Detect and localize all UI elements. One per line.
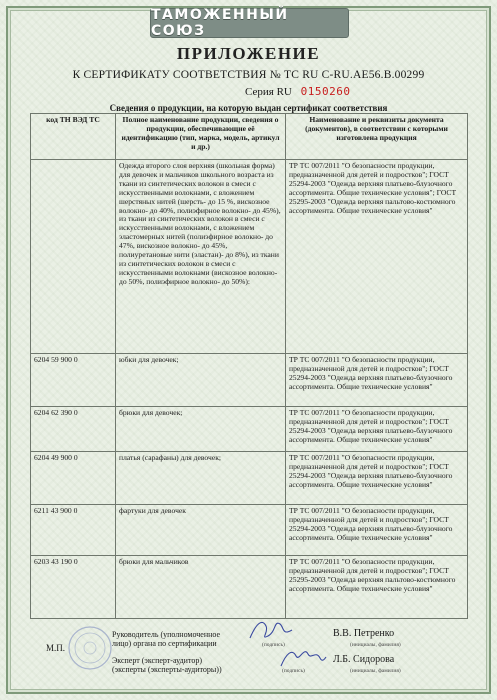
cell-product: юбки для девочек;	[116, 354, 286, 407]
expert-label-line-1: Эксперт (эксперт-аудитор)	[112, 656, 203, 665]
cell-product: платья (сарафаны) для девочек;	[116, 452, 286, 505]
cell-product: брюки для девочек;	[116, 407, 286, 452]
expert-name: Л.Б. Сидорова	[333, 654, 395, 665]
head-initials-hint: (инициалы, фамилия)	[350, 642, 401, 648]
product-table	[30, 113, 468, 619]
cert-no-label: № ТС	[269, 69, 300, 81]
cell-code	[31, 160, 116, 354]
cell-code: 6204 49 900 0	[31, 452, 116, 505]
header-product: Полное наименование продукции, сведения о продукции, обеспечивающие её идентификацию (тип, марка, модель, артикул и др.)	[116, 114, 286, 160]
table-header-row	[31, 114, 468, 160]
cell-docs: ТР ТС 007/2011 "О безопасности продукции, предназначенной для детей и подростков"; ГОСТ 25295-2003 "Одежда верхняя пальтово-костюмного ассортимента. Общие технические условия"	[286, 556, 468, 619]
table-row	[31, 160, 468, 354]
head-name: В.В. Петренко	[333, 628, 395, 639]
cell-docs: ТР ТС 007/2011 "О безопасности продукции, предназначенной для детей и подростков"; ГОСТ 25294-2003 "Одежда верхняя платьево-блузочного ассортимента. Общие технические условия"	[286, 505, 468, 556]
cert-number: RU С-RU.АЕ56.В.00299	[302, 69, 425, 81]
head-label-line-2: лицо) органа по сертификации	[112, 639, 217, 648]
section-title: Сведения о продукции, на которую выдан сертификат соответствия	[109, 103, 388, 113]
expert-label	[112, 656, 222, 674]
expert-signature-hint: (подпись)	[282, 668, 305, 674]
cell-docs: ТР ТС 007/2011 "О безопасности продукции, предназначенной для детей и подростков"; ГОСТ 25294-2003 "Одежда верхняя платьево-блузочного ассортимента. Общие технические условия"; ГОСТ 25295-2003 "Одежда верхняя пальтово-костюмного ассортимента. Общие технические условия"	[286, 160, 468, 354]
table-row	[31, 354, 468, 407]
page-title: ПРИЛОЖЕНИЕ	[176, 44, 321, 63]
expert-label-line-2: (эксперты (эксперты-аудиторы))	[112, 665, 222, 674]
series-label: Серия	[245, 86, 274, 98]
cell-docs: ТР ТС 007/2011 "О безопасности продукции, предназначенной для детей и подростков"; ГОСТ 25294-2003 "Одежда верхняя платьево-блузочного ассортимента. Общие технические условия"	[286, 407, 468, 452]
cell-product: фартуки для девочек	[116, 505, 286, 556]
series-code: RU	[276, 86, 292, 98]
banner-text: ТАМОЖЕННЫЙ СОЮЗ	[151, 7, 289, 39]
head-signature-hint: (подпись)	[262, 642, 285, 648]
certification-seal-icon	[67, 625, 113, 671]
seal-label: М.П.	[46, 643, 66, 653]
table-row	[31, 407, 468, 452]
cell-docs: ТР ТС 007/2011 "О безопасности продукции, предназначенной для детей и подростков"; ГОСТ 25294-2003 "Одежда верхняя платьево-блузочного ассортимента. Общие технические условия"	[286, 452, 468, 505]
header-code: код ТН ВЭД ТС	[31, 114, 116, 160]
series-number: 0150260	[300, 85, 351, 98]
head-label	[112, 630, 220, 648]
cell-code: 6203 43 190 0	[31, 556, 116, 619]
table-row	[31, 505, 468, 556]
series-line	[245, 85, 350, 98]
head-label-line-1: Руководитель (уполномоченное	[112, 630, 221, 639]
customs-union-banner	[150, 8, 349, 38]
cell-code: 6204 62 390 0	[31, 407, 116, 452]
table-row	[31, 556, 468, 619]
cert-prefix: К СЕРТИФИКАТУ СООТВЕТСТВИЯ	[72, 69, 267, 81]
cell-code: 6211 43 900 0	[31, 505, 116, 556]
cell-product: брюки для мальчиков	[116, 556, 286, 619]
header-docs: Наименование и реквизиты документа (документов), в соответствии с которыми изготовлена продукция	[286, 114, 468, 160]
table-row	[31, 452, 468, 505]
expert-initials-hint: (инициалы, фамилия)	[350, 668, 401, 674]
certificate-line	[0, 69, 497, 81]
cell-docs: ТР ТС 007/2011 "О безопасности продукции, предназначенной для детей и подростков"; ГОСТ 25294-2003 "Одежда верхняя платьево-блузочного ассортимента. Общие технические условия"	[286, 354, 468, 407]
cell-product: Одежда второго слоя верхняя (школьная форма) для девочек и мальчиков школьного возраста из ткани из синтетических волокон в смеси с искусственными волокнами, с вложением шерстяных нитей (шерсть- до 15 %, вискозное волокно- до 40%, полиэфирное волокно- до 45%), из ткани из синтетических волокон в смеси с искусственными волокнами, с вложением эластомерных нитей (полиэфирное волокно- до 47%, вискозное волокно- до 45%, полиуретановые нити (эластан)- до 8%), из ткани из синтетических волокон в смеси с искусственными волокнами (вискозное волокно- до 50%, полиэфирное волокно- до 50%):	[116, 160, 286, 354]
cell-code: 6204 59 900 0	[31, 354, 116, 407]
